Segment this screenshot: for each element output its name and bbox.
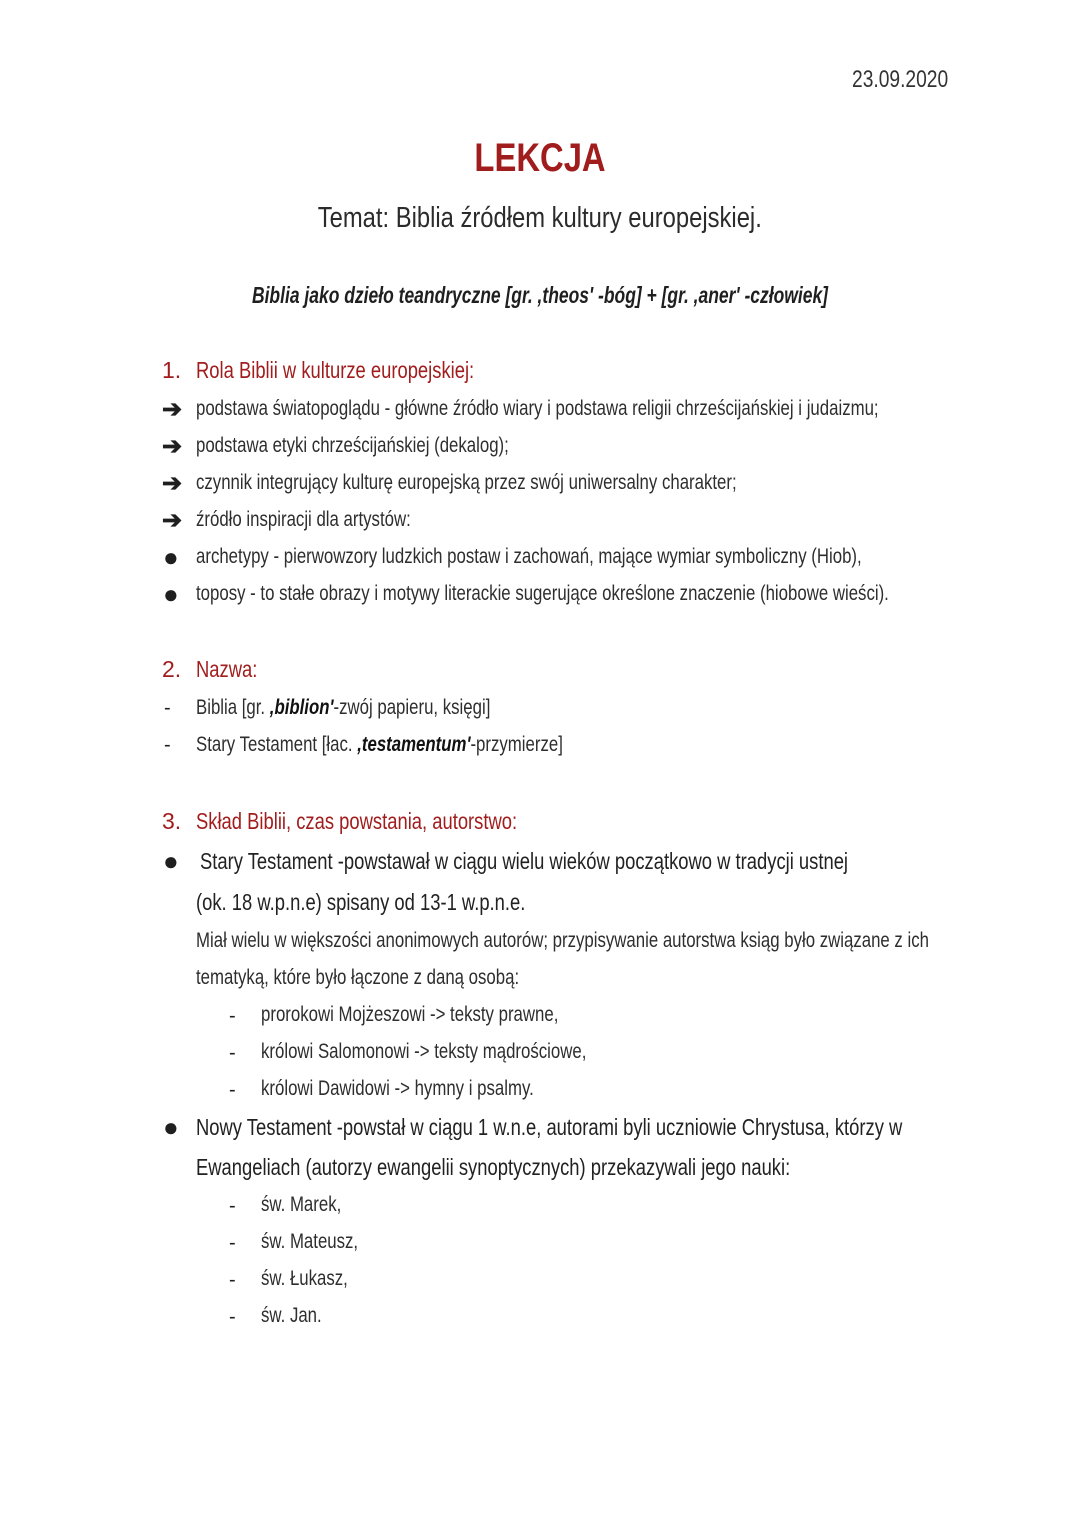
list-item: królowi Salomonowi -> teksty mądrościowe,: [261, 1040, 587, 1063]
dash-icon: -: [164, 697, 171, 719]
dash-icon: -: [164, 734, 171, 756]
old-testament-dates: (ok. 18 w.p.n.e) spisany od 13-1 w.p.n.e.: [196, 889, 526, 915]
arrow-icon: ➔: [162, 396, 183, 423]
old-testament-authors-cont: tematyką, które było łączone z daną osobą:: [196, 966, 520, 989]
new-testament-text-cont: Ewangeliach (autorzy ewangelii synoptycznych) przekazywali jego nauki:: [196, 1154, 791, 1180]
arrow-icon: ➔: [162, 433, 183, 460]
list-item: toposy - to stałe obrazy i motywy literackie sugerujące określone znaczenie (hiobowe wieści).: [196, 582, 889, 605]
section-1-heading: 1. Rola Biblii w kulturze europejskiej:: [162, 357, 475, 383]
list-item: prorokowi Mojżeszowi -> teksty prawne,: [261, 1003, 559, 1026]
bullet-icon: ●: [163, 1112, 179, 1142]
dash-icon: -: [229, 1306, 236, 1328]
dash-icon: -: [229, 1232, 236, 1254]
list-item: podstawa etyki chrześcijańskiej (dekalog);: [196, 434, 509, 457]
old-testament-authors: Miał wielu w większości anonimowych autorów; przypisywanie autorstwa ksiąg było związane z ich: [196, 929, 929, 952]
section-2-heading: 2. Nazwa:: [162, 656, 258, 682]
arrow-icon: ➔: [162, 507, 183, 534]
list-item: Biblia [gr. ,biblion'-zwój papieru, księgi]: [196, 696, 491, 719]
list-item: św. Jan.: [261, 1304, 322, 1327]
date: 23.09.2020: [851, 66, 948, 93]
list-item: Stary Testament [łac. ,testamentum'-przymierze]: [196, 733, 563, 756]
list-item: św. Marek,: [261, 1193, 342, 1216]
lesson-subject: Temat: Biblia źródłem kultury europejskiej.: [317, 202, 763, 234]
bullet-icon: ●: [163, 846, 179, 876]
list-item: źródło inspiracji dla artystów:: [196, 508, 411, 531]
arrow-icon: ➔: [162, 470, 183, 497]
dash-icon: -: [229, 1042, 236, 1064]
dash-icon: -: [229, 1269, 236, 1291]
dash-icon: -: [229, 1195, 236, 1217]
list-item: czynnik integrujący kulturę europejską przez swój uniwersalny charakter;: [196, 471, 737, 494]
list-item: św. Łukasz,: [261, 1267, 348, 1290]
intro-definition: Biblia jako dzieło teandryczne [gr. ,theos' -bóg] + [gr. ,aner' -człowiek]: [251, 282, 829, 308]
bullet-icon: ●: [163, 542, 179, 572]
section-3-heading: 3. Skład Biblii, czas powstania, autorstwo:: [162, 808, 518, 834]
old-testament-text: Stary Testament -powstawał w ciągu wielu wieków początkowo w tradycji ustnej: [200, 848, 849, 874]
page-title: LEKCJA: [474, 136, 606, 180]
list-item: św. Mateusz,: [261, 1230, 359, 1253]
bullet-icon: ●: [163, 579, 179, 609]
dash-icon: -: [229, 1079, 236, 1101]
list-item: królowi Dawidowi -> hymny i psalmy.: [261, 1077, 534, 1100]
dash-icon: -: [229, 1005, 236, 1027]
list-item: archetypy - pierwowzory ludzkich postaw i zachowań, mające wymiar symboliczny (Hiob),: [196, 545, 862, 568]
new-testament-text: Nowy Testament -powstał w ciągu 1 w.n.e, autorami byli uczniowie Chrystusa, którzy w: [196, 1114, 903, 1140]
list-item: podstawa światopoglądu - główne źródło wiary i podstawa religii chrześcijańskiej i judaizmu;: [196, 397, 879, 420]
